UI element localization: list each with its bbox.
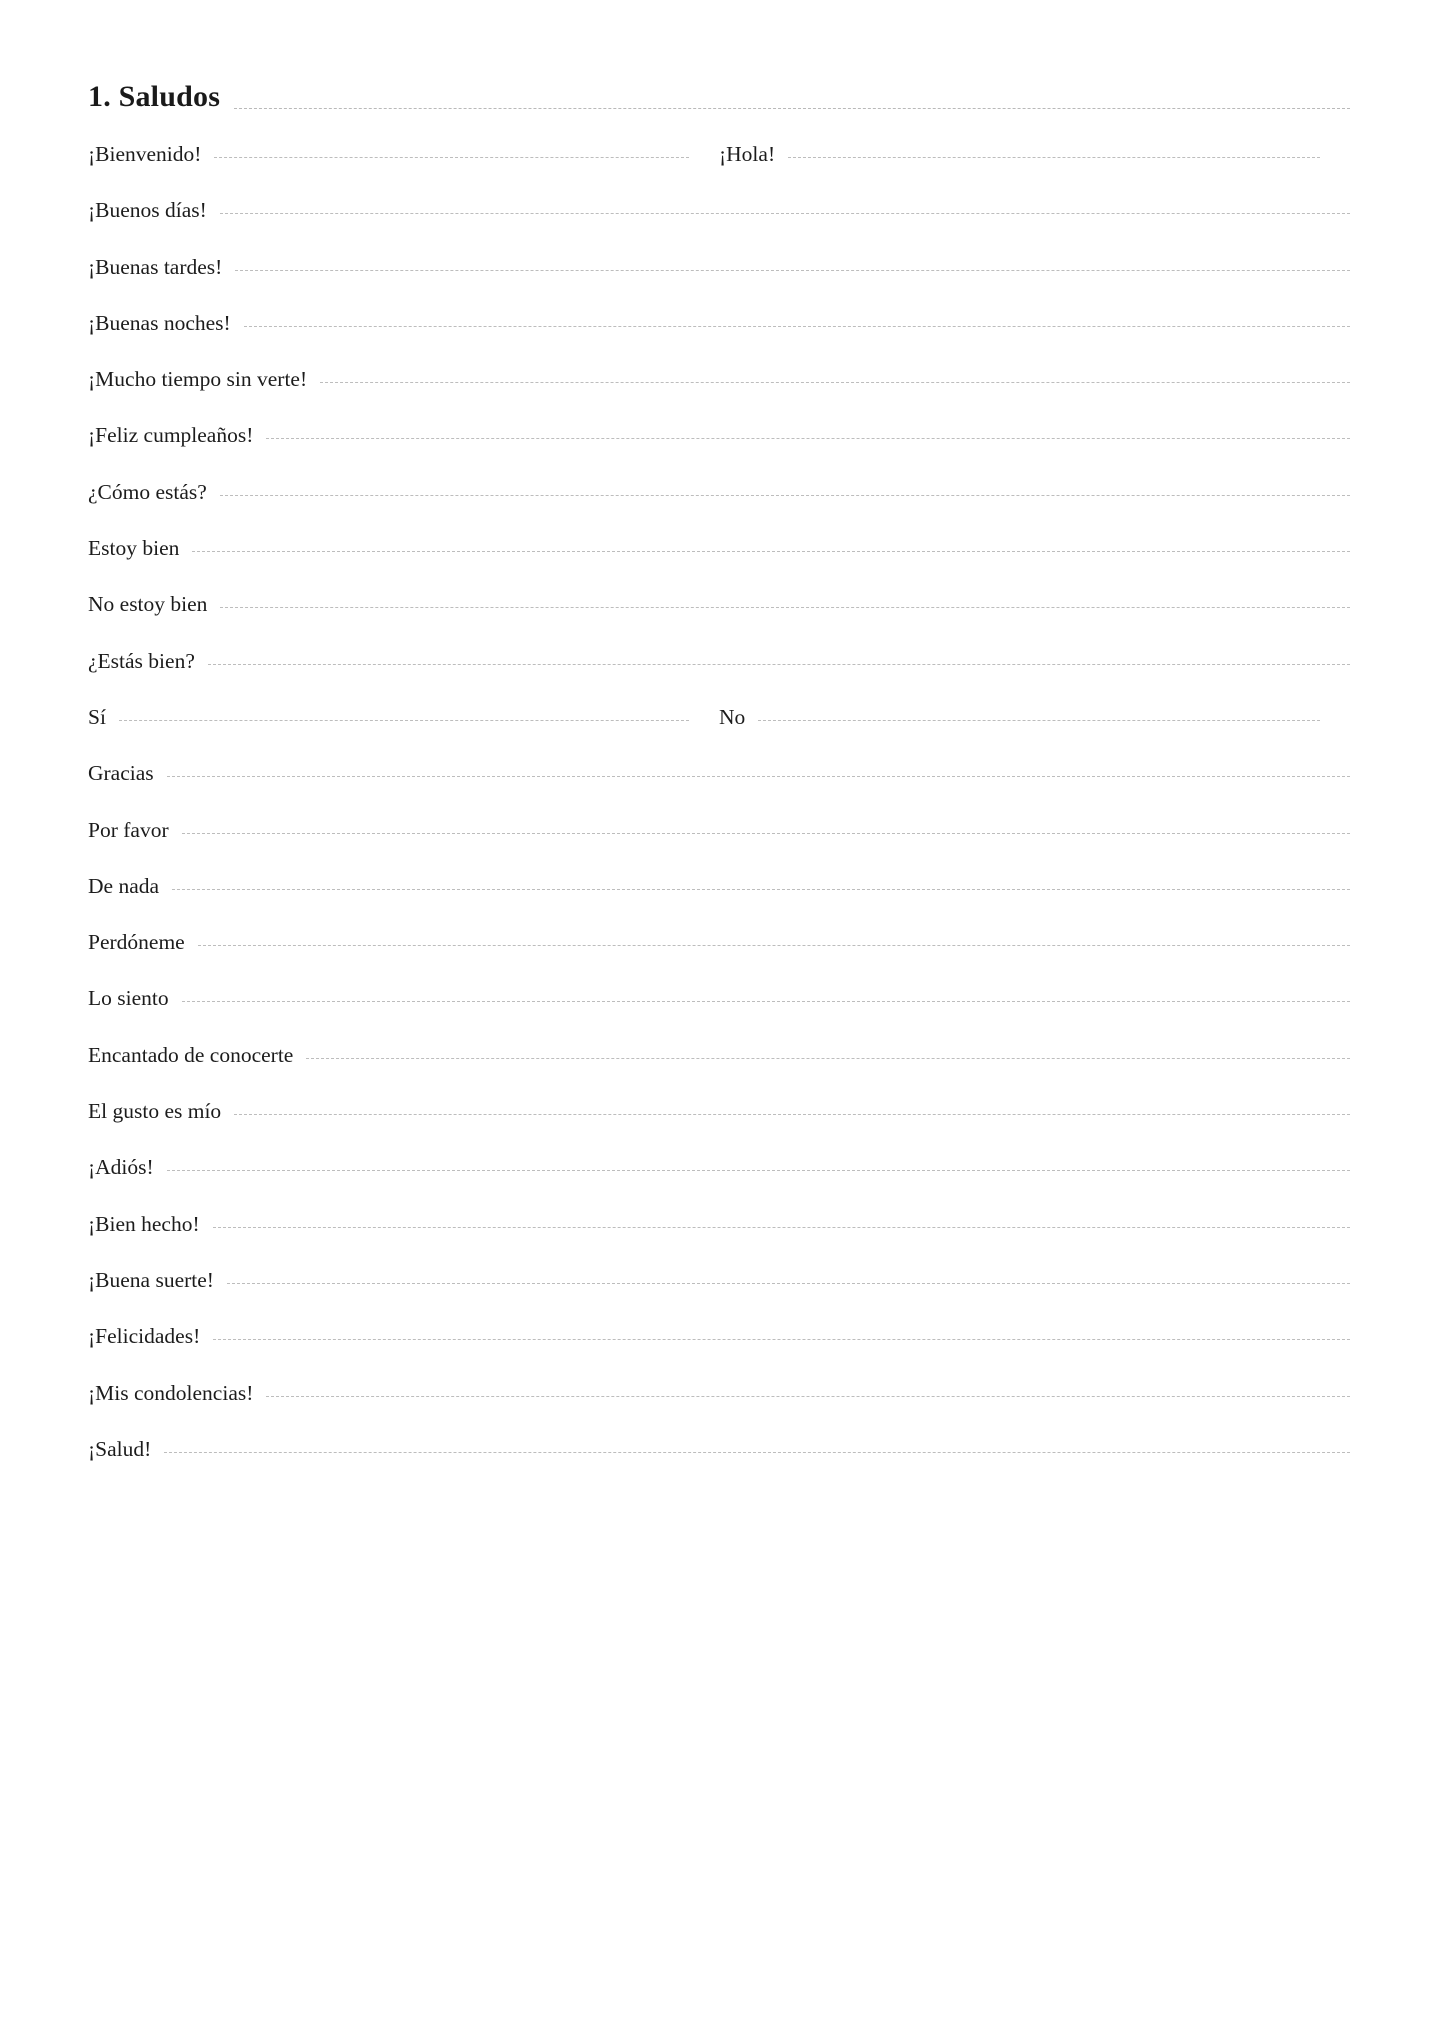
- vocabulary-list: [88, 142, 1350, 1493]
- entry-term: ¡Mucho tiempo sin verte!: [88, 367, 308, 392]
- vocabulary-entry: [88, 1099, 1350, 1125]
- vocabulary-row: [88, 818, 1350, 874]
- vocabulary-row: [88, 1324, 1350, 1380]
- vocabulary-row: [88, 536, 1350, 592]
- answer-blank-line[interactable]: [227, 1282, 1350, 1284]
- answer-blank-line[interactable]: [788, 156, 1320, 158]
- vocabulary-entry: [719, 142, 1350, 168]
- entry-term: ¡Bienvenido!: [88, 142, 202, 166]
- entry-term: Lo siento: [88, 986, 169, 1011]
- answer-blank-line[interactable]: [244, 325, 1350, 327]
- vocabulary-entry: [88, 423, 1350, 449]
- entry-term: No estoy bien: [88, 592, 208, 617]
- vocabulary-entry: [88, 986, 1350, 1012]
- entry-term: Por favor: [88, 817, 169, 842]
- vocabulary-entry: [88, 1437, 1350, 1463]
- vocabulary-row: [88, 930, 1350, 986]
- vocabulary-entry: [88, 761, 1350, 787]
- vocabulary-row: [88, 142, 1350, 198]
- answer-blank-line[interactable]: [214, 156, 689, 158]
- answer-blank-line[interactable]: [164, 1451, 1350, 1453]
- answer-blank-line[interactable]: [266, 1395, 1350, 1397]
- entry-term: No: [719, 704, 746, 729]
- vocabulary-row: [88, 705, 1350, 761]
- answer-blank-line[interactable]: [758, 719, 1320, 721]
- entry-term: Gracias: [88, 761, 154, 786]
- vocabulary-entry: [88, 1324, 1350, 1350]
- vocabulary-row: [88, 1268, 1350, 1324]
- vocabulary-row: [88, 480, 1350, 536]
- vocabulary-entry: [88, 1212, 1350, 1238]
- vocabulary-entry: [88, 536, 1350, 562]
- section-heading: [88, 80, 1350, 114]
- entry-term: ¡Bien hecho!: [88, 1211, 200, 1236]
- vocabulary-entry: [88, 142, 719, 168]
- vocabulary-row: [88, 874, 1350, 930]
- vocabulary-entry: [88, 818, 1350, 844]
- answer-blank-line[interactable]: [208, 663, 1350, 665]
- answer-blank-line[interactable]: [320, 381, 1350, 383]
- vocabulary-row: [88, 1381, 1350, 1437]
- vocabulary-row: [88, 1043, 1350, 1099]
- answer-blank-line[interactable]: [182, 832, 1350, 834]
- vocabulary-row: [88, 986, 1350, 1042]
- page-title: 1. Saludos: [88, 80, 221, 113]
- vocabulary-entry: [719, 705, 1350, 731]
- vocabulary-entry: [88, 1381, 1350, 1407]
- entry-term: ¡Buenas tardes!: [88, 254, 223, 279]
- vocabulary-entry: [88, 255, 1350, 281]
- vocabulary-entry: [88, 311, 1350, 337]
- vocabulary-row: [88, 198, 1350, 254]
- entry-term: Perdóneme: [88, 930, 185, 955]
- entry-term: ¡Salud!: [88, 1436, 152, 1461]
- vocabulary-entry: [88, 930, 1350, 956]
- vocabulary-entry: [88, 1043, 1350, 1069]
- entry-term: ¡Adiós!: [88, 1155, 154, 1180]
- vocabulary-entry: [88, 1268, 1350, 1294]
- answer-blank-line[interactable]: [234, 1113, 1350, 1115]
- entry-term: ¡Felicidades!: [88, 1324, 201, 1349]
- answer-blank-line[interactable]: [220, 606, 1350, 608]
- entry-term: Encantado de conocerte: [88, 1042, 294, 1067]
- answer-blank-line[interactable]: [192, 550, 1350, 552]
- vocabulary-row: [88, 592, 1350, 648]
- entry-term: ¡Buenos días!: [88, 198, 207, 223]
- vocabulary-entry: [88, 480, 1350, 506]
- entry-term: ¡Buena suerte!: [88, 1267, 214, 1292]
- entry-term: ¡Mis condolencias!: [88, 1380, 254, 1405]
- vocabulary-row: [88, 649, 1350, 705]
- entry-term: ¿Estás bien?: [88, 648, 195, 673]
- answer-blank-line[interactable]: [235, 269, 1350, 271]
- entry-term: ¡Feliz cumpleaños!: [88, 423, 254, 448]
- answer-blank-line[interactable]: [198, 944, 1350, 946]
- vocabulary-row: [88, 761, 1350, 817]
- answer-blank-line[interactable]: [220, 212, 1350, 214]
- vocabulary-row: [88, 1437, 1350, 1493]
- answer-blank-line[interactable]: [266, 437, 1350, 439]
- answer-blank-line[interactable]: [119, 719, 689, 721]
- entry-term: ¿Cómo estás?: [88, 479, 207, 504]
- answer-blank-line[interactable]: [167, 775, 1350, 777]
- vocabulary-entry: [88, 367, 1350, 393]
- vocabulary-row: [88, 1212, 1350, 1268]
- heading-rule: [234, 107, 1350, 109]
- vocabulary-entry: [88, 874, 1350, 900]
- vocabulary-entry: [88, 705, 719, 731]
- entry-term: ¡Hola!: [719, 142, 776, 166]
- entry-term: Sí: [88, 704, 106, 729]
- entry-term: Estoy bien: [88, 536, 180, 561]
- vocabulary-entry: [88, 592, 1350, 618]
- vocabulary-entry: [88, 649, 1350, 675]
- entry-term: El gusto es mío: [88, 1099, 222, 1124]
- vocabulary-row: [88, 367, 1350, 423]
- vocabulary-row: [88, 423, 1350, 479]
- answer-blank-line[interactable]: [306, 1057, 1350, 1059]
- answer-blank-line[interactable]: [172, 888, 1350, 890]
- answer-blank-line[interactable]: [213, 1226, 1350, 1228]
- answer-blank-line[interactable]: [220, 494, 1350, 496]
- entry-term: De nada: [88, 873, 160, 898]
- answer-blank-line[interactable]: [213, 1338, 1350, 1340]
- vocabulary-row: [88, 255, 1350, 311]
- vocabulary-row: [88, 1099, 1350, 1155]
- vocabulary-row: [88, 1155, 1350, 1211]
- answer-blank-line[interactable]: [182, 1000, 1350, 1002]
- answer-blank-line[interactable]: [167, 1169, 1350, 1171]
- vocabulary-entry: [88, 198, 1350, 224]
- vocabulary-row: [88, 311, 1350, 367]
- entry-term: ¡Buenas noches!: [88, 310, 231, 335]
- vocabulary-entry: [88, 1155, 1350, 1181]
